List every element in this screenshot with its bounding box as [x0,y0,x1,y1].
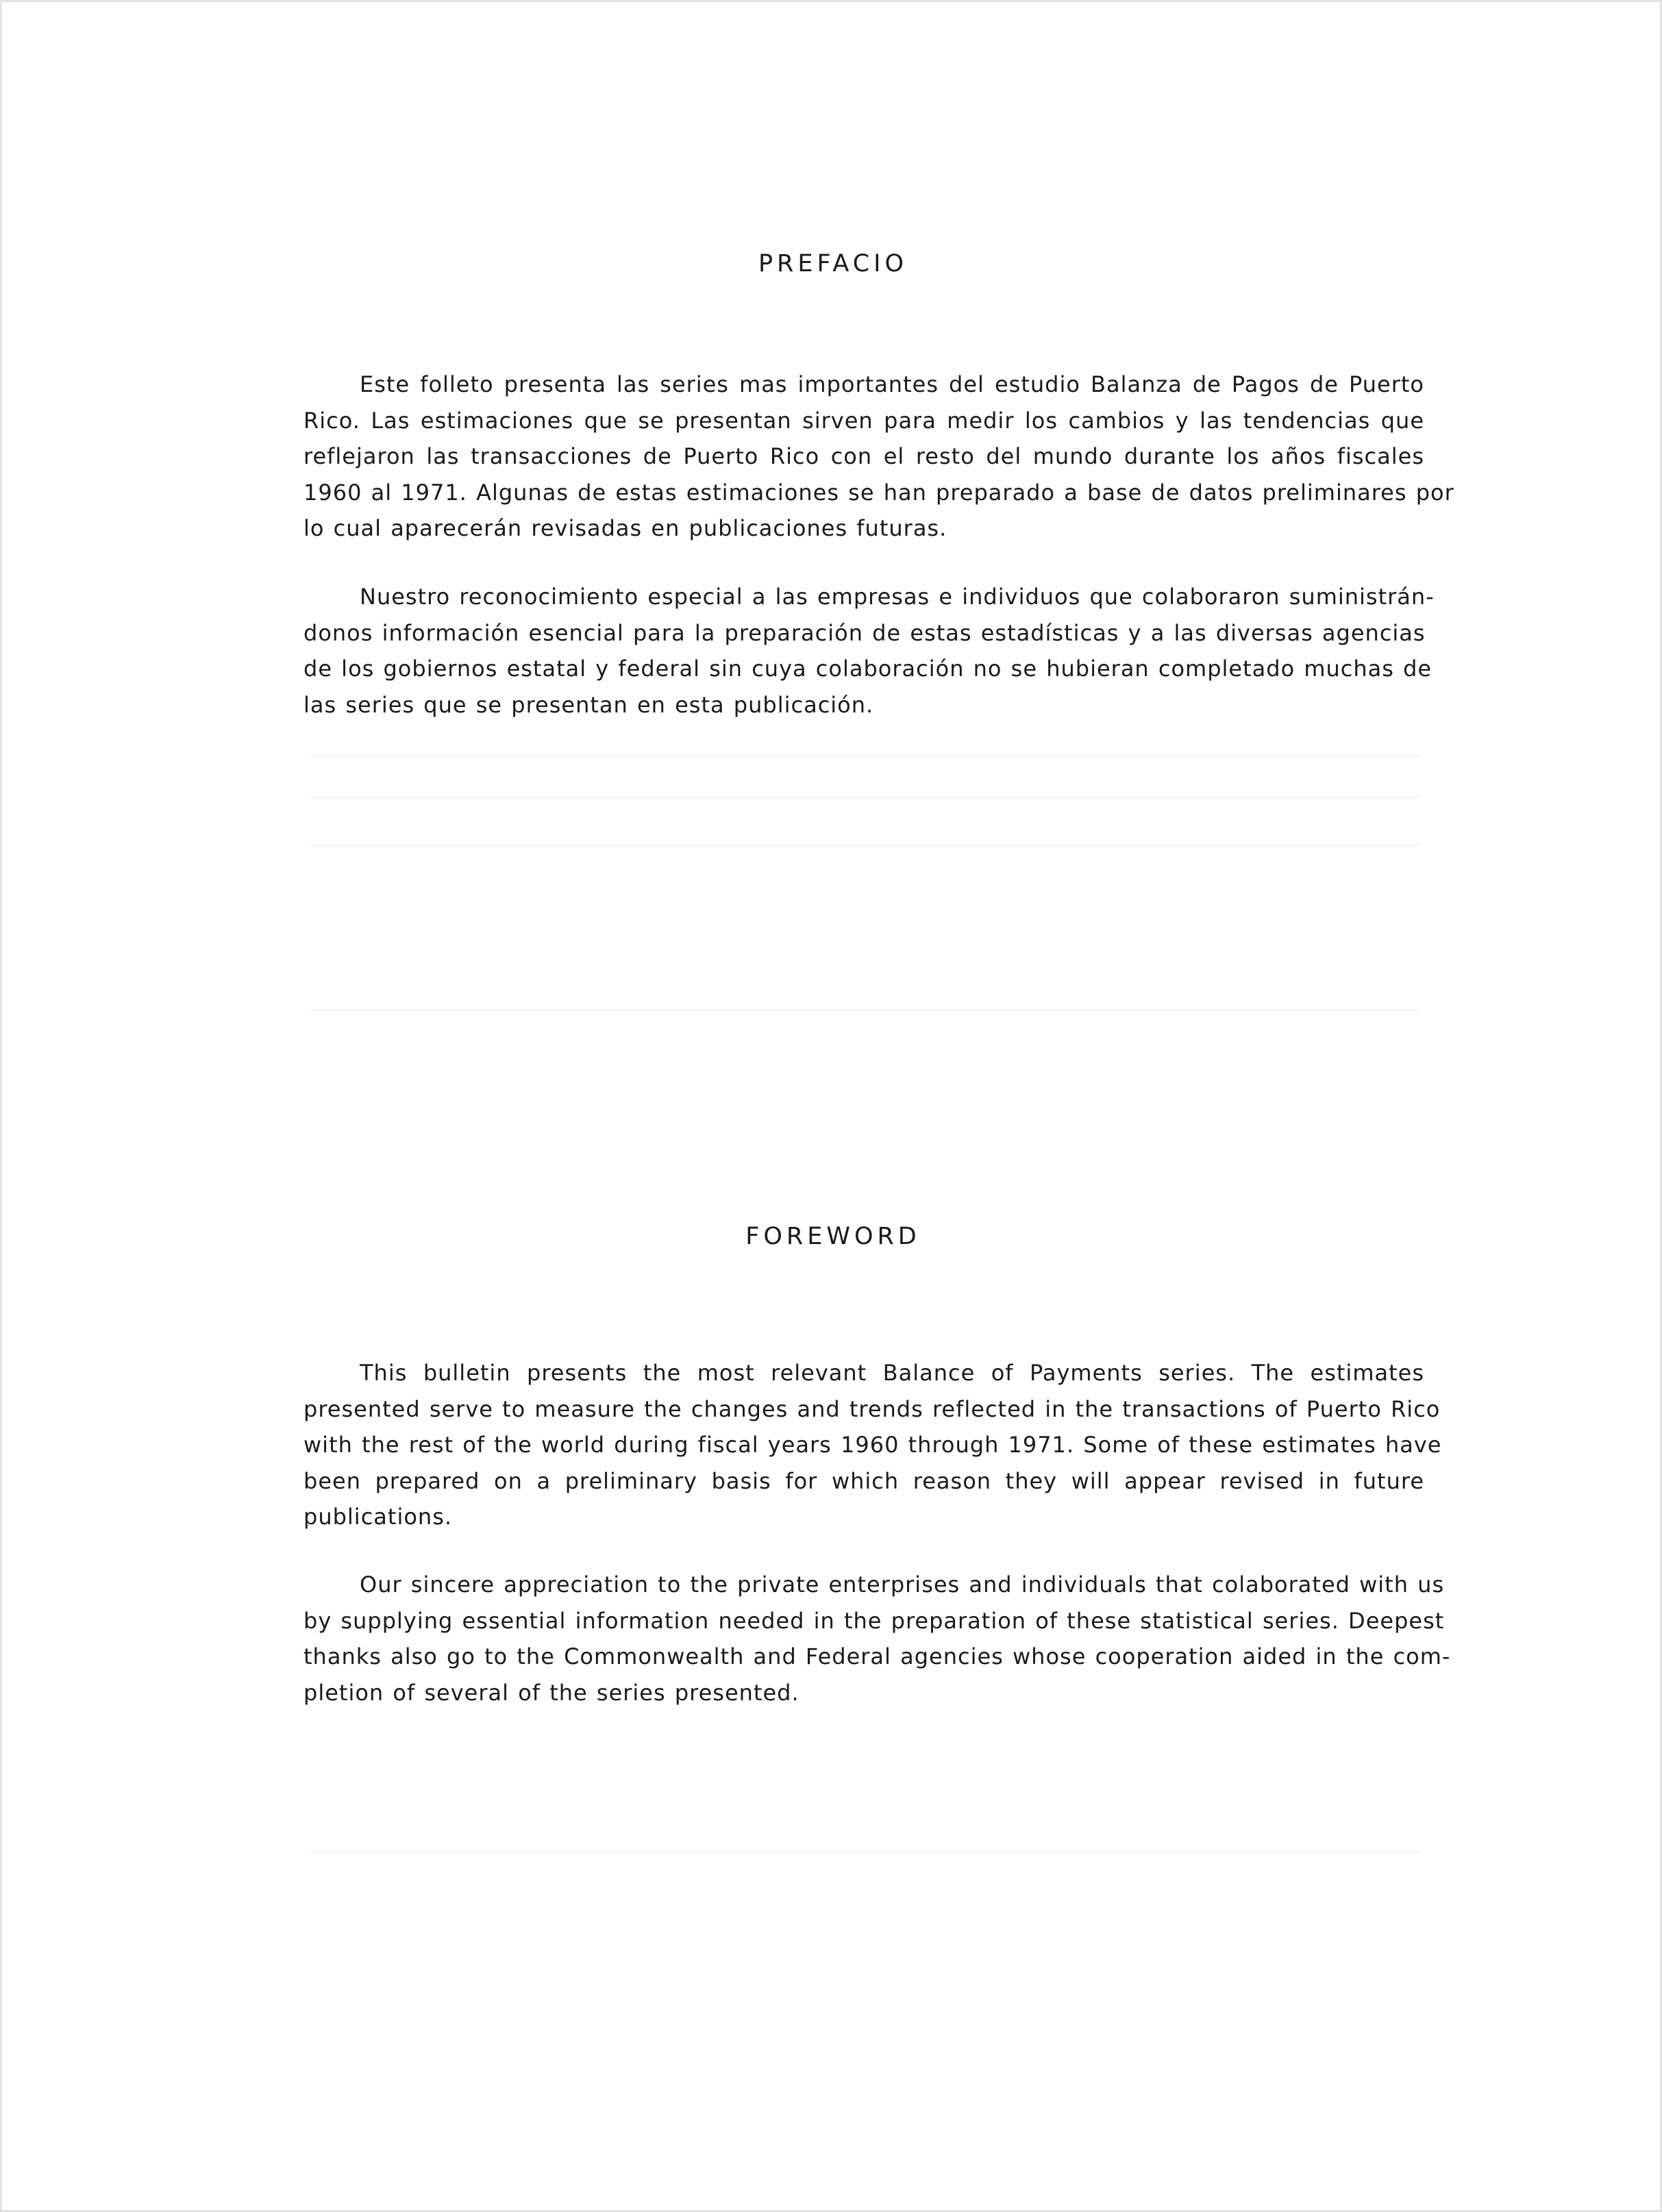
text-line: reflejaron las transacciones de Puerto Rico con el resto del mundo durante los años fiscales [303,443,1424,469]
text-line: This bulletin presents the most relevant Balance of Payments series. The estimates [360,1360,1424,1386]
text-line: las series que se presentan en esta publicación. [303,691,874,718]
text-line: been prepared on a preliminary basis for which reason they will appear revised in future [303,1467,1424,1494]
prefacio-paragraph-1 [303,366,1454,547]
foreword-title: FOREWORD [745,1223,921,1250]
text-line: donos información esencial para la preparación de estas estadísticas y a las diversas agencias [303,619,1426,646]
prefacio-paragraph-2 [303,579,1435,723]
show-through-mark [310,756,1420,757]
text-line: Nuestro reconocimiento especial a las empresas e individuos que colaboraron suministrán- [360,584,1435,610]
text-line: lo cual aparecerán revisadas en publicaciones futuras. [303,515,947,541]
text-line: thanks also go to the Commonwealth and Federal agencies whose cooperation aided in the com- [303,1643,1451,1669]
text-line: de los gobiernos estatal y federal sin cuya colaboración no se hubieran completado muchas de [303,656,1432,682]
text-line: 1960 al 1971. Algunas de estas estimaciones se han preparado a base de datos preliminares por [303,479,1454,506]
text-line: by supplying essential information needed in the preparation of these statistical series. Deepest [303,1607,1445,1634]
show-through-mark [310,1852,1420,1853]
text-line: presented serve to measure the changes and trends reflected in the transactions of Puerto Rico [303,1395,1441,1422]
show-through-mark [310,1009,1420,1010]
show-through-mark [310,797,1420,798]
text-line: publications. [303,1504,453,1530]
text-line: Este folleto presenta las series mas importantes del estudio Balanza de Pagos de Puerto [360,371,1424,397]
text-line: Our sincere appreciation to the private enterprises and individuals that colaborated with us [360,1571,1445,1598]
text-line: Rico. Las estimaciones que se presentan sirven para medir los cambios y las tendencias que [303,407,1424,434]
show-through-mark [310,845,1420,846]
text-line: pletion of several of the series presented. [303,1679,799,1706]
foreword-paragraph-2 [303,1567,1451,1711]
prefacio-title: PREFACIO [758,250,908,277]
text-line: with the rest of the world during fiscal years 1960 through 1971. Some of these estimates have [303,1432,1442,1458]
foreword-paragraph-1 [303,1355,1442,1535]
